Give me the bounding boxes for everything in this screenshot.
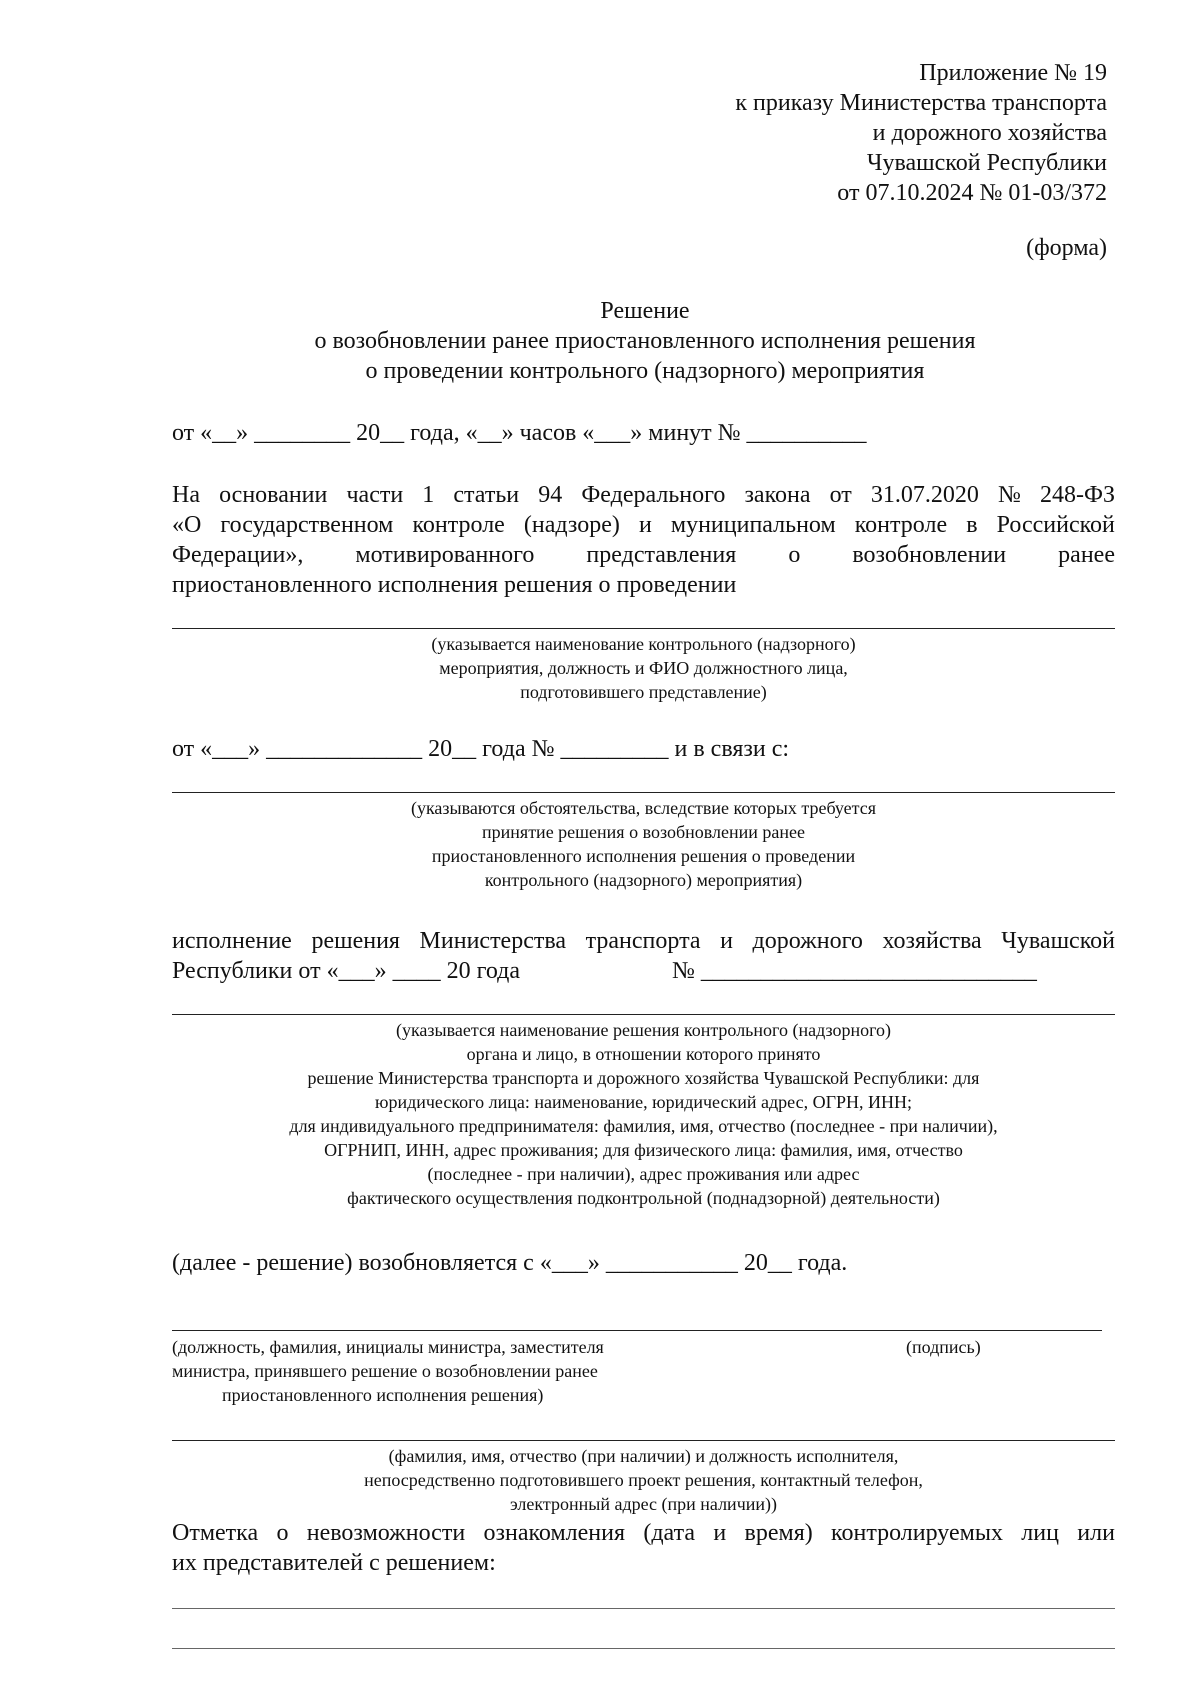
title-main: Решение xyxy=(600,298,690,324)
title-line2: о возобновлении ранее приостановленного исполнения решения xyxy=(314,328,976,354)
fill-line-executor xyxy=(172,1440,1115,1441)
ministry-line: и дорожного хозяйства xyxy=(872,120,1107,146)
title-line3: о проведении контрольного (надзорного) мероприятия xyxy=(365,358,925,384)
basis-line-1: На основании части 1 статьи 94 Федерального закона от 31.07.2020 № 248-ФЗ xyxy=(172,482,1115,508)
signature-label: (подпись) xyxy=(906,1337,981,1357)
representation-date-line: от «___» _____________ 20__ года № _________ и в связи с: xyxy=(172,736,790,762)
fill-line-circumstances xyxy=(172,792,1115,793)
signer-hint-1: (должность, фамилия, инициалы министра, заместителя xyxy=(172,1337,604,1357)
mark-line-2: их представителей с решением: xyxy=(172,1550,496,1576)
fill-line-representation xyxy=(172,628,1115,629)
execution-line-2-number: № ____________________________ xyxy=(672,958,1037,984)
basis-line-3: Федерации», мотивированного представления о возобновлении ранее xyxy=(172,542,1115,568)
fill-line-signature xyxy=(172,1330,1102,1331)
fill-line-mark-2 xyxy=(172,1648,1115,1649)
execution-line-2-date: Республики от «___» ____ 20 года xyxy=(172,958,520,984)
fill-line-decision xyxy=(172,1014,1115,1015)
form-label: (форма) xyxy=(1026,235,1107,261)
resumption-line: (далее - решение) возобновляется с «___» ___________ 20__ года. xyxy=(172,1250,848,1276)
appendix-number: Приложение № 19 xyxy=(919,60,1107,86)
basis-line-4: приостановленного исполнения решения о проведении xyxy=(172,572,737,598)
order-reference: к приказу Министерства транспорта xyxy=(735,90,1107,116)
order-date-number: от 07.10.2024 № 01-03/372 xyxy=(837,180,1107,206)
decision-date-line: от «__» ________ 20__ года, «__» часов «___» минут № __________ xyxy=(172,420,867,446)
signer-hint-3: приостановленного исполнения решения) xyxy=(222,1385,544,1405)
execution-line-1: исполнение решения Министерства транспорта и дорожного хозяйства Чувашской xyxy=(172,928,1115,954)
mark-line-1: Отметка о невозможности ознакомления (дата и время) контролируемых лиц или xyxy=(172,1520,1115,1546)
fill-line-mark-1 xyxy=(172,1608,1115,1609)
basis-line-2: «О государственном контроле (надзоре) и муниципальном контроле в Российской xyxy=(172,512,1115,538)
signer-hint-2: министра, принявшего решение о возобновлении ранее xyxy=(172,1361,598,1381)
republic-line: Чувашской Республики xyxy=(866,150,1107,176)
